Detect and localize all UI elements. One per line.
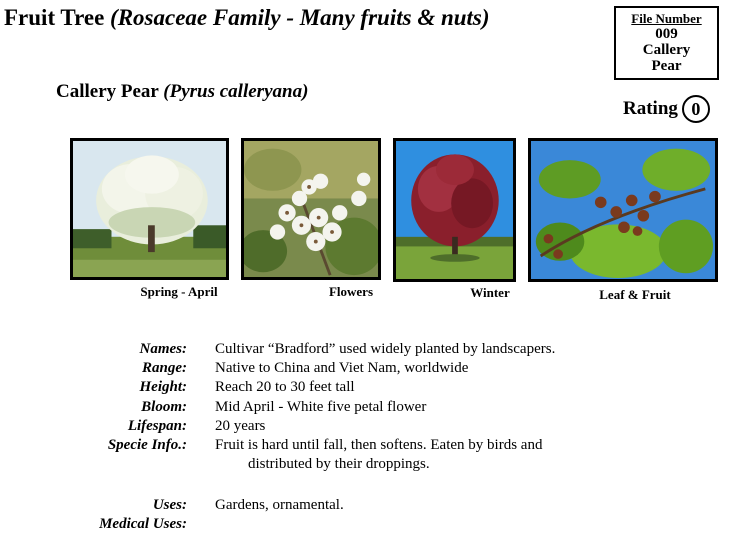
species-common-name: Callery Pear — [56, 81, 159, 102]
info-value-height: Reach 20 to 30 feet tall — [215, 379, 355, 395]
leaf-fruit-image — [531, 141, 715, 279]
rating — [623, 95, 710, 123]
title-subtitle: (Rosaceae Family - Many fruits & nuts) — [110, 5, 490, 30]
info-label-height: Height: — [139, 379, 187, 395]
file-number-value: 009 — [655, 26, 678, 42]
info-label-bloom: Bloom: — [141, 399, 187, 415]
species-title — [56, 80, 308, 104]
page-title — [4, 4, 490, 32]
info-label-uses: Uses: — [152, 497, 187, 513]
spring-tree-image — [73, 141, 226, 277]
info-value-lifespan: 20 years — [215, 418, 266, 434]
info-label-medical-uses: Medical Uses: — [99, 516, 187, 532]
info-value-names: Cultivar “Bradford” used widely planted by landscapers. — [215, 341, 556, 357]
info-value-range: Native to China and Viet Nam, worldwide — [215, 360, 469, 376]
caption-spring: Spring - April — [140, 284, 218, 299]
flowers-image — [244, 141, 378, 277]
info-label-names: Names: — [139, 341, 187, 357]
photo-spring — [70, 138, 229, 280]
caption-winter: Winter — [470, 285, 510, 300]
info-value-specie-info: Fruit is hard until fall, then softens. Eaten by birds and — [215, 437, 543, 453]
file-number-name-line1: Callery — [642, 42, 691, 58]
file-number-label: File Number — [631, 11, 702, 26]
caption-flowers: Flowers — [328, 284, 374, 299]
file-number-box — [614, 6, 719, 80]
caption-leaf-fruit: Leaf & Fruit — [599, 287, 671, 302]
rating-label: Rating — [623, 98, 678, 119]
info-label-specie-info: Specie Info.: — [107, 437, 187, 453]
info-label-range: Range: — [142, 360, 187, 376]
info-value-specie-info-cont: distributed by their droppings. — [248, 456, 430, 472]
info-value-bloom: Mid April - White five petal flower — [215, 399, 427, 415]
title-main: Fruit Tree — [4, 5, 105, 30]
file-number-name-line2: Pear — [651, 58, 682, 74]
photo-flowers — [241, 138, 381, 280]
photo-winter — [393, 138, 516, 282]
species-scientific-name: (Pyrus calleryana) — [163, 81, 309, 102]
winter-tree-image — [396, 141, 513, 279]
rating-badge: 0 — [682, 95, 710, 123]
photo-leaf-fruit — [528, 138, 718, 282]
info-label-lifespan: Lifespan: — [127, 418, 187, 434]
info-value-uses: Gardens, ornamental. — [215, 497, 344, 513]
